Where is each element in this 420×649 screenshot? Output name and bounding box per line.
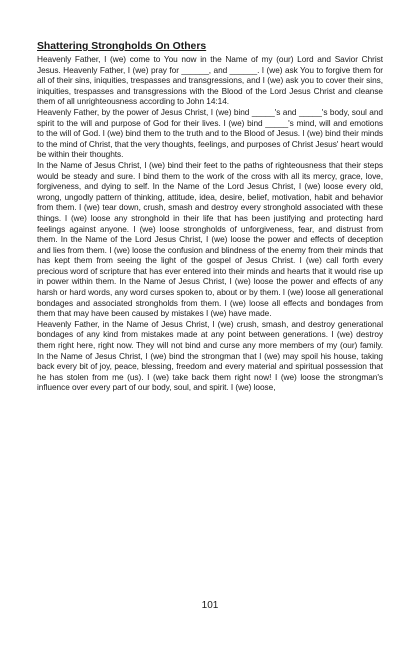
paragraph-3: In the Name of Jesus Christ, I (we) bind their feet to the paths of righteousness that their steps would be steady and sure. I bind them to the work of the cross with all its mercy, grace, love, forgiveness, and dying to self. In the Name of the Lord Jesus Christ, I (we) loose every old, wrong, ungodly pattern of thinking, attitude, idea, desire, belief, motivation, habit and behavior from them. I (we) tear down, crush, smash and destroy every stronghold associated with these things. I (we) loose any stronghold in their life that has been justifying and protecting hard feelings against anyone. I (we) loose strongholds of unforgiveness, fear, and distrust from them. In the Name of the Lord Jesus Christ, I (we) loose the power and effects of deception and lies from them. I (we) loose the confusion and blindness of the enemy from their minds that has kept them from seeing the light of the gospel of Jesus Christ. I (we) call forth every precious word of scripture that has ever entered into their minds and hearts that it would rise up in power within them. In the Name of Jesus Christ, I (we) loose the power and effects of any harsh or hard words, any word curses spoken to, about or by them. I (we) loose all generational bondages and associated strongholds from them. I (we) loose all effects and bondages from them that may have been caused by mistakes I (we) have made. bbox=[37, 159, 383, 319]
page-number: 101 bbox=[201, 600, 219, 611]
paragraph-2: Heavenly Father, by the power of Jesus Christ, I (we) bind _____'s and _____'s body, soul and spirit to the will and purpose of God for their lives. I (we) bind _____'s mind, will and emotions to the will of God. I (we) bind them to the truth and to the Blood of Jesus. I (we) bind their minds to the mind of Christ, that the very thoughts, feelings, and purposes of Christ Jesus' heart would be within their thoughts. bbox=[37, 106, 383, 160]
paragraph-4: Heavenly Father, in the Name of Jesus Christ, I (we) crush, smash, and destroy generational bondages of any kind from mistakes made at any point between generations. I (we) destroy them right here, right now. They will not bind and curse any more members of my (our) family. In the Name of Jesus Christ, I (we) bind the strongman that I (we) may spoil his house, taking back every bit of joy, peace, blessing, freedom and every material and spiritual possession that he has stolen from me (us). I (we) take back them right now! I (we) loose the strongman's influence over every part of our body, soul, and spirit. I (we) loose, bbox=[37, 318, 383, 393]
paragraph-1: Heavenly Father, I (we) come to You now in the Name of my (our) Lord and Savior Christ Jesus. Heavenly Father, I (we) pray for ______, and ______. I (we) ask You to forgive them for all of their sins, iniquities, trespasses and transgressions, and I (we) ask you to cover their sins, iniquities, trespasses and transgressions with the Blood of the Lord Jesus Christ and cleanse them of all unrighteousness according to John 14:14. bbox=[37, 54, 383, 107]
page-title: Shattering Strongholds On Others bbox=[37, 41, 207, 52]
